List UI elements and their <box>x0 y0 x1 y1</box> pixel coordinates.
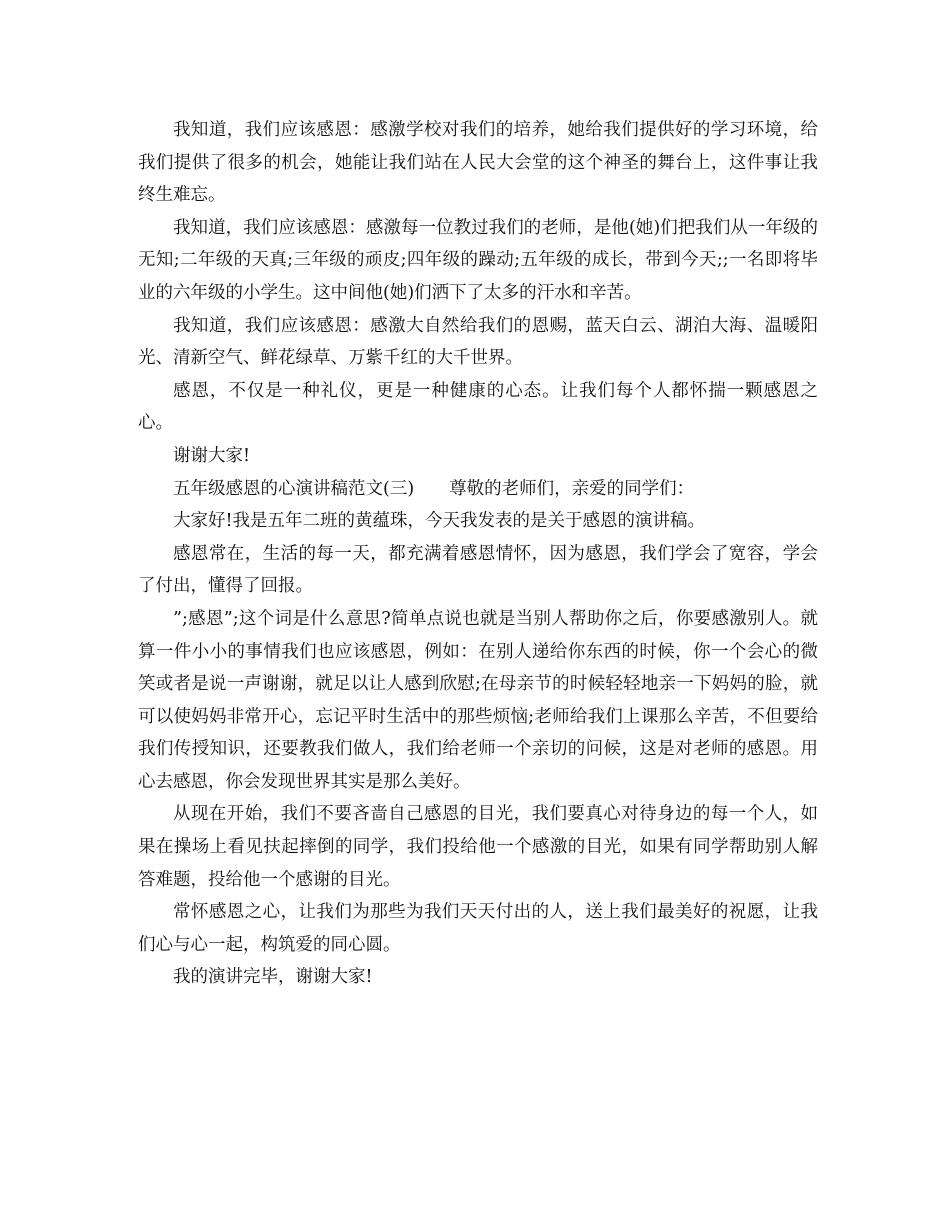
paragraph-thanks: 谢谢大家! <box>173 445 251 466</box>
document-page <box>138 114 818 994</box>
paragraph-closing: 我的演讲完毕，谢谢大家! <box>173 967 373 988</box>
paragraph-grateful-heart: 常怀感恩之心，让我们为那些为我们天天付出的人，送上我们最美好的祝愿，让我们心与心一起，构筑爱的同心圆。 <box>138 902 818 955</box>
paragraph-gratitude-teachers: 我知道，我们应该感恩：感激每一位教过我们的老师，是他(她)们把我们从一年级的无知;二年级的天真;三年级的顽皮;四年级的躁动;五年级的成长，带到今天;;一名即将毕业的六年级的小学生。这中间他(她)们洒下了太多的汗水和辛苦。 <box>138 217 818 303</box>
paragraph-gratitude-nature: 我知道，我们应该感恩：感激大自然给我们的恩赐，蓝天白云、湖泊大海、温暖阳光、清新空气、鲜花绿草、万紫千红的大千世界。 <box>138 315 818 369</box>
section-heading-speech-three: 五年级感恩的心演讲稿范文(三) 尊敬的老师们，亲爱的同学们： <box>173 478 695 499</box>
paragraph-gratitude-everyday: 感恩常在，生活的每一天，都充满着感恩情怀，因为感恩，我们学会了宽容，学会了付出，懂得了回报。 <box>138 543 818 597</box>
paragraph-meaning-of-gratitude: ”;感恩”;这个词是什么意思?简单点说也就是当别人帮助你之后，你要感激别人。就算一件小小的事情我们也应该感恩，例如：在别人递给你东西的时候，你一个会心的微笑或者是说一声谢谢，就足以让人感到欣慰;在母亲节的时候轻轻地亲一下妈妈的脸，就可以使妈妈非常开心，忘记平时生活中的那些烦恼;老师给我们上课那么辛苦，不但要给我们传授知识，还要教我们做人，我们给老师一个亲切的问候，这是对老师的感恩。用心去感恩，你会发现世界其实是那么美好。 <box>138 608 818 792</box>
paragraph-greeting: 大家好!我是五年二班的黄蕴珠，今天我发表的是关于感恩的演讲稿。 <box>173 511 706 532</box>
paragraph-gratitude-attitude: 感恩，不仅是一种礼仪，更是一种健康的心态。让我们每个人都怀揣一颗感恩之心。 <box>138 380 818 434</box>
paragraph-start-now: 从现在开始，我们不要吝啬自己感恩的目光，我们要真心对待身边的每一个人，如果在操场上看见扶起摔倒的同学，我们投给他一个感激的目光，如果有同学帮助别人解答难题，投给他一个感谢的目光。 <box>138 804 818 890</box>
paragraph-gratitude-school: 我知道，我们应该感恩：感激学校对我们的培养，她给我们提供好的学习环境，给我们提供了很多的机会，她能让我们站在人民大会堂的这个神圣的舞台上，这件事让我终生难忘。 <box>138 120 818 206</box>
